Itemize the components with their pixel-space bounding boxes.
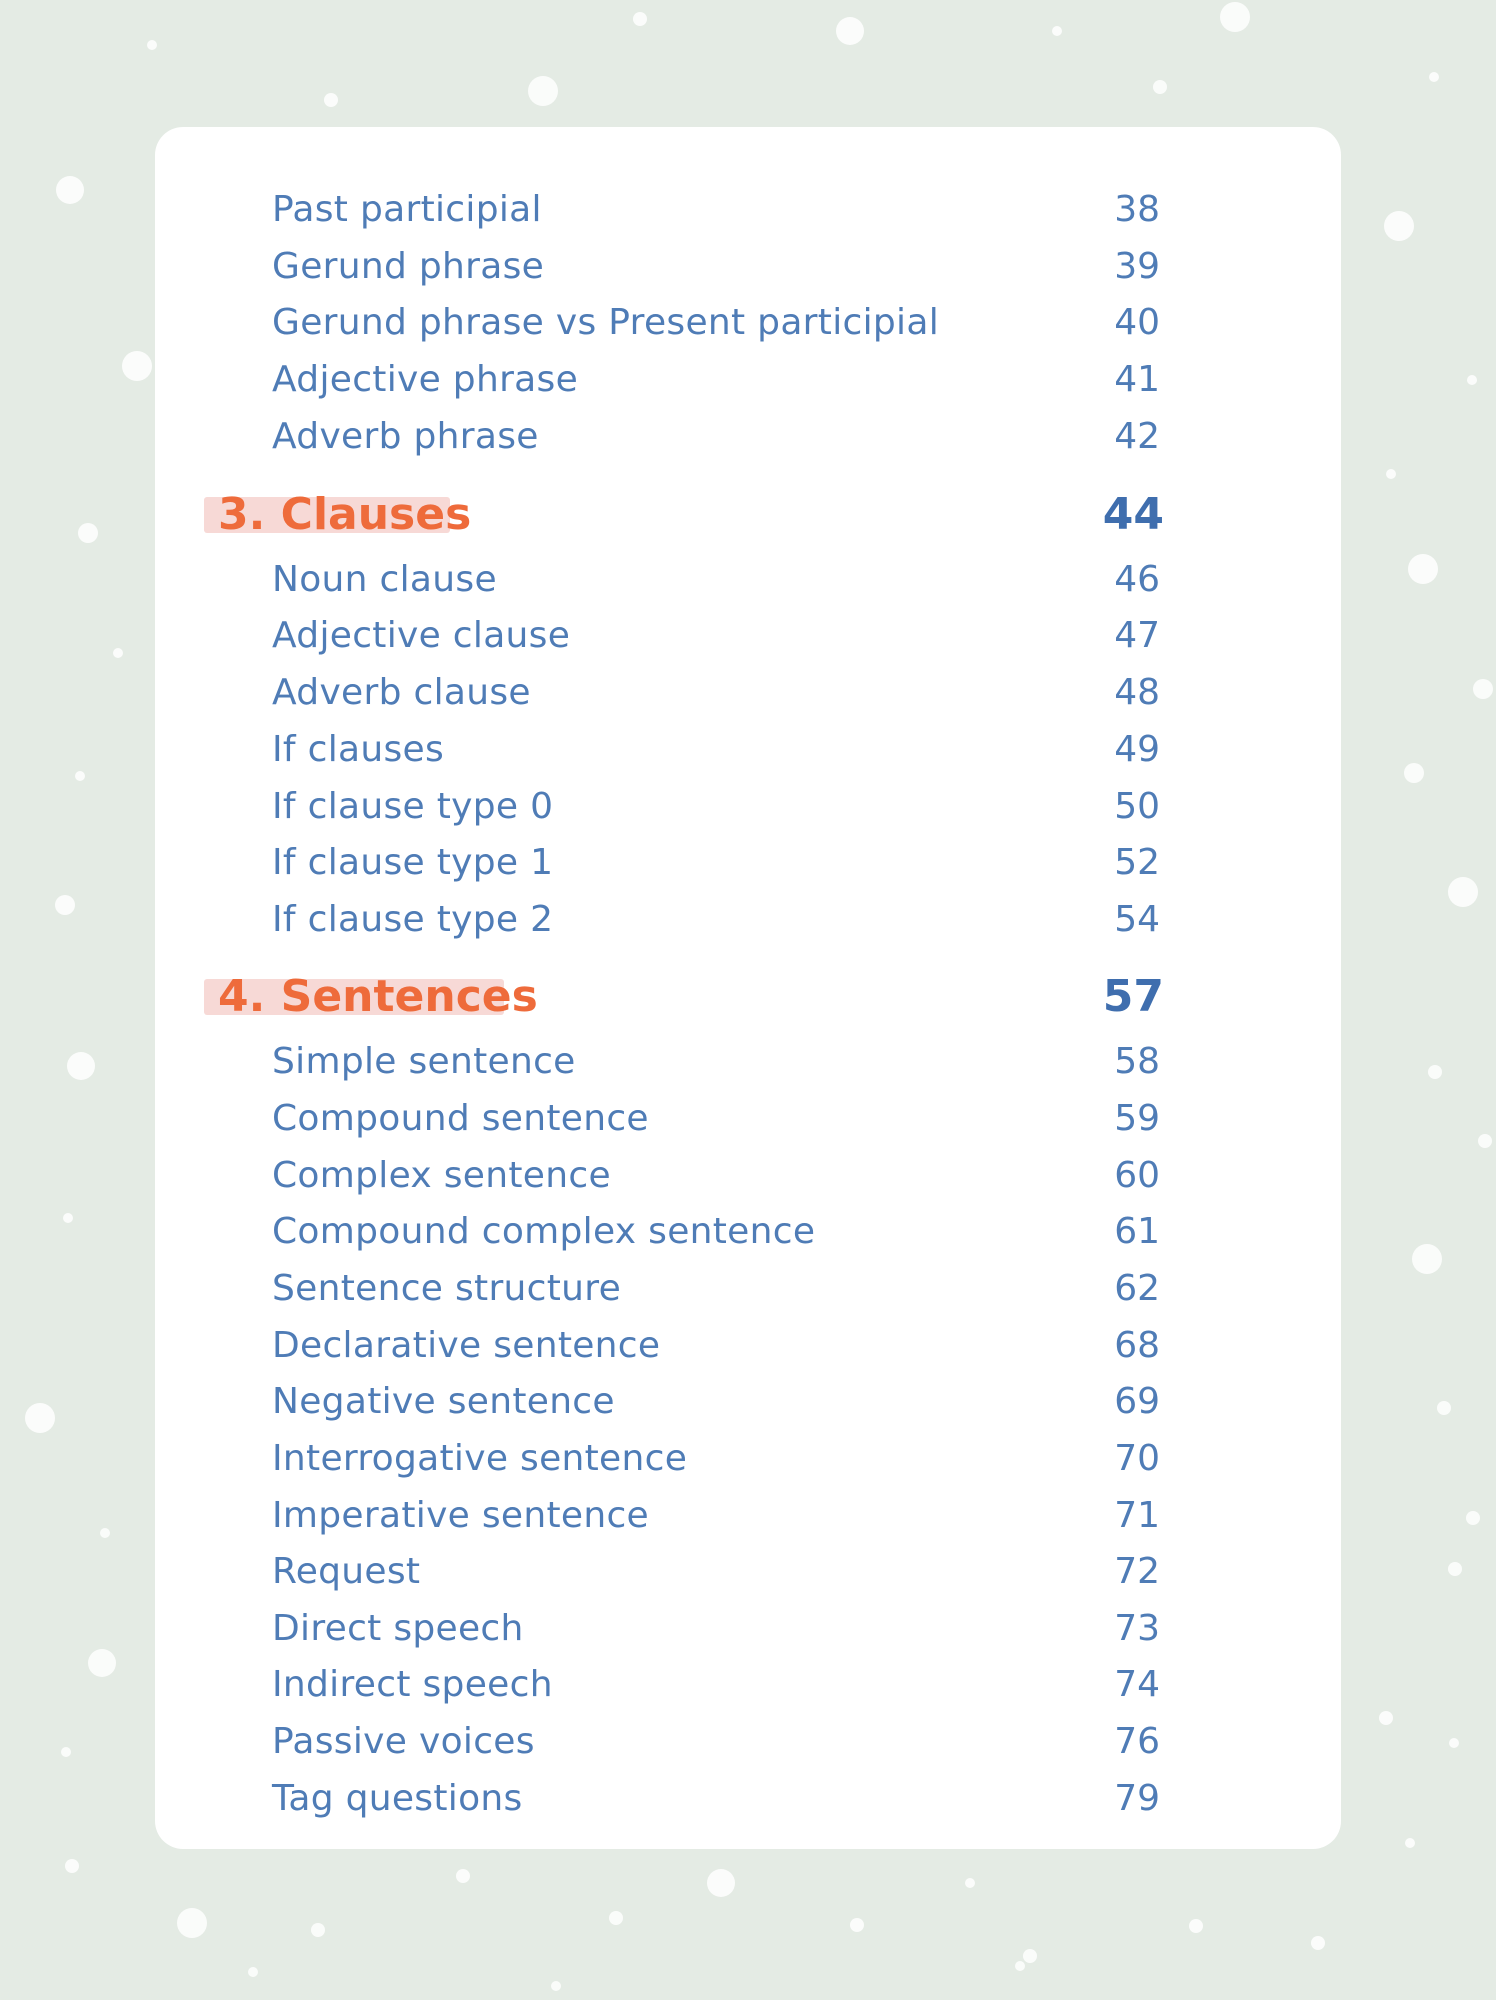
toc-entry[interactable] xyxy=(272,1773,1172,1825)
toc-entry[interactable] xyxy=(272,1036,1172,1088)
toc-entry-page: 60 xyxy=(1114,1155,1160,1196)
toc-entry-label: If clause type 1 xyxy=(272,842,554,883)
toc-entry-page: 71 xyxy=(1114,1495,1160,1536)
toc-entry[interactable] xyxy=(272,1546,1172,1598)
toc-entry-page: 74 xyxy=(1114,1664,1160,1705)
toc-entry-page: 48 xyxy=(1114,672,1160,713)
toc-entry-label: Complex sentence xyxy=(272,1155,611,1196)
toc-entry-page: 76 xyxy=(1114,1721,1160,1762)
toc-entry-label: Sentence structure xyxy=(272,1268,622,1309)
toc-entry[interactable] xyxy=(272,781,1172,833)
toc-entry-page: 49 xyxy=(1114,729,1160,770)
toc-entry[interactable] xyxy=(272,411,1172,463)
toc-entry[interactable] xyxy=(272,667,1172,719)
toc-entry-page: 68 xyxy=(1114,1325,1160,1366)
toc-entry[interactable] xyxy=(272,837,1172,889)
toc-entry-label: Adjective clause xyxy=(272,615,571,656)
toc-entry-label: Adjective phrase xyxy=(272,359,579,400)
toc-entry[interactable] xyxy=(272,354,1172,406)
toc-entry-label: If clauses xyxy=(272,729,445,770)
toc-entry-label: Imperative sentence xyxy=(272,1495,650,1536)
toc-entry-page: 47 xyxy=(1114,615,1160,656)
toc-entry-page: 38 xyxy=(1114,189,1160,230)
toc-entry-label: If clause type 2 xyxy=(272,899,554,940)
toc-entry[interactable] xyxy=(272,610,1172,662)
toc-entry-label: Negative sentence xyxy=(272,1381,615,1422)
toc-entry-label: Compound complex sentence xyxy=(272,1211,816,1252)
toc-entry-page: 61 xyxy=(1114,1211,1160,1252)
toc-entry-page: 79 xyxy=(1114,1778,1160,1819)
toc-entry-label: Indirect speech xyxy=(272,1664,553,1705)
section-title: 4. Sentences xyxy=(218,971,538,1022)
section-title: 3. Clauses xyxy=(218,489,472,540)
toc-entry-page: 73 xyxy=(1114,1608,1160,1649)
toc-entry-label: Tag questions xyxy=(272,1778,523,1819)
toc-entry[interactable] xyxy=(272,1263,1172,1315)
toc-entry-page: 50 xyxy=(1114,786,1160,827)
toc-entry-page: 46 xyxy=(1114,559,1160,600)
toc-entry[interactable] xyxy=(272,1150,1172,1202)
toc-entry[interactable] xyxy=(272,1206,1172,1258)
toc-entry-label: Past participial xyxy=(272,189,542,230)
toc-entry-label: Gerund phrase xyxy=(272,246,545,287)
toc-entry[interactable] xyxy=(272,1716,1172,1768)
toc-entry[interactable] xyxy=(272,554,1172,606)
toc-entry-label: Declarative sentence xyxy=(272,1325,661,1366)
toc-entry[interactable] xyxy=(272,724,1172,776)
toc-entry-label: Gerund phrase vs Present participial xyxy=(272,302,940,343)
section-page: 57 xyxy=(1102,971,1164,1022)
toc-entry[interactable] xyxy=(272,1490,1172,1542)
toc-entry[interactable] xyxy=(272,1659,1172,1711)
toc-entry-page: 39 xyxy=(1114,246,1160,287)
toc-entry-label: Request xyxy=(272,1551,421,1592)
toc-entry-label: Passive voices xyxy=(272,1721,535,1762)
toc-entry-page: 58 xyxy=(1114,1041,1160,1082)
toc-entry-page: 69 xyxy=(1114,1381,1160,1422)
toc-entry[interactable] xyxy=(272,1433,1172,1485)
toc-entry-label: Adverb clause xyxy=(272,672,531,713)
toc-entry-page: 52 xyxy=(1114,842,1160,883)
toc-entry[interactable] xyxy=(272,1376,1172,1428)
toc-entry-page: 70 xyxy=(1114,1438,1160,1479)
toc-entry[interactable] xyxy=(272,894,1172,946)
toc-entry[interactable] xyxy=(272,241,1172,293)
section-page: 44 xyxy=(1102,489,1164,540)
toc-entry-label: Direct speech xyxy=(272,1608,524,1649)
toc-entry-label: If clause type 0 xyxy=(272,786,554,827)
toc-entry[interactable] xyxy=(272,1320,1172,1372)
toc-entry-page: 59 xyxy=(1114,1098,1160,1139)
toc-entry-page: 42 xyxy=(1114,416,1160,457)
toc-entry-page: 40 xyxy=(1114,302,1160,343)
toc-entry[interactable] xyxy=(272,1603,1172,1655)
toc-entry-page: 62 xyxy=(1114,1268,1160,1309)
toc-entry-label: Adverb phrase xyxy=(272,416,539,457)
toc-entry-page: 72 xyxy=(1114,1551,1160,1592)
toc-entry-label: Simple sentence xyxy=(272,1041,576,1082)
toc-section-sentences[interactable] xyxy=(204,967,1172,1027)
toc-entry[interactable] xyxy=(272,1093,1172,1145)
toc-entry-label: Compound sentence xyxy=(272,1098,649,1139)
toc-entry-label: Interrogative sentence xyxy=(272,1438,688,1479)
toc-section-clauses[interactable] xyxy=(204,485,1172,545)
toc-entry-page: 41 xyxy=(1114,359,1160,400)
toc-entry-page: 54 xyxy=(1114,899,1160,940)
toc-entry[interactable] xyxy=(272,184,1172,236)
toc-entry[interactable] xyxy=(272,297,1172,349)
toc-entry-label: Noun clause xyxy=(272,559,497,600)
